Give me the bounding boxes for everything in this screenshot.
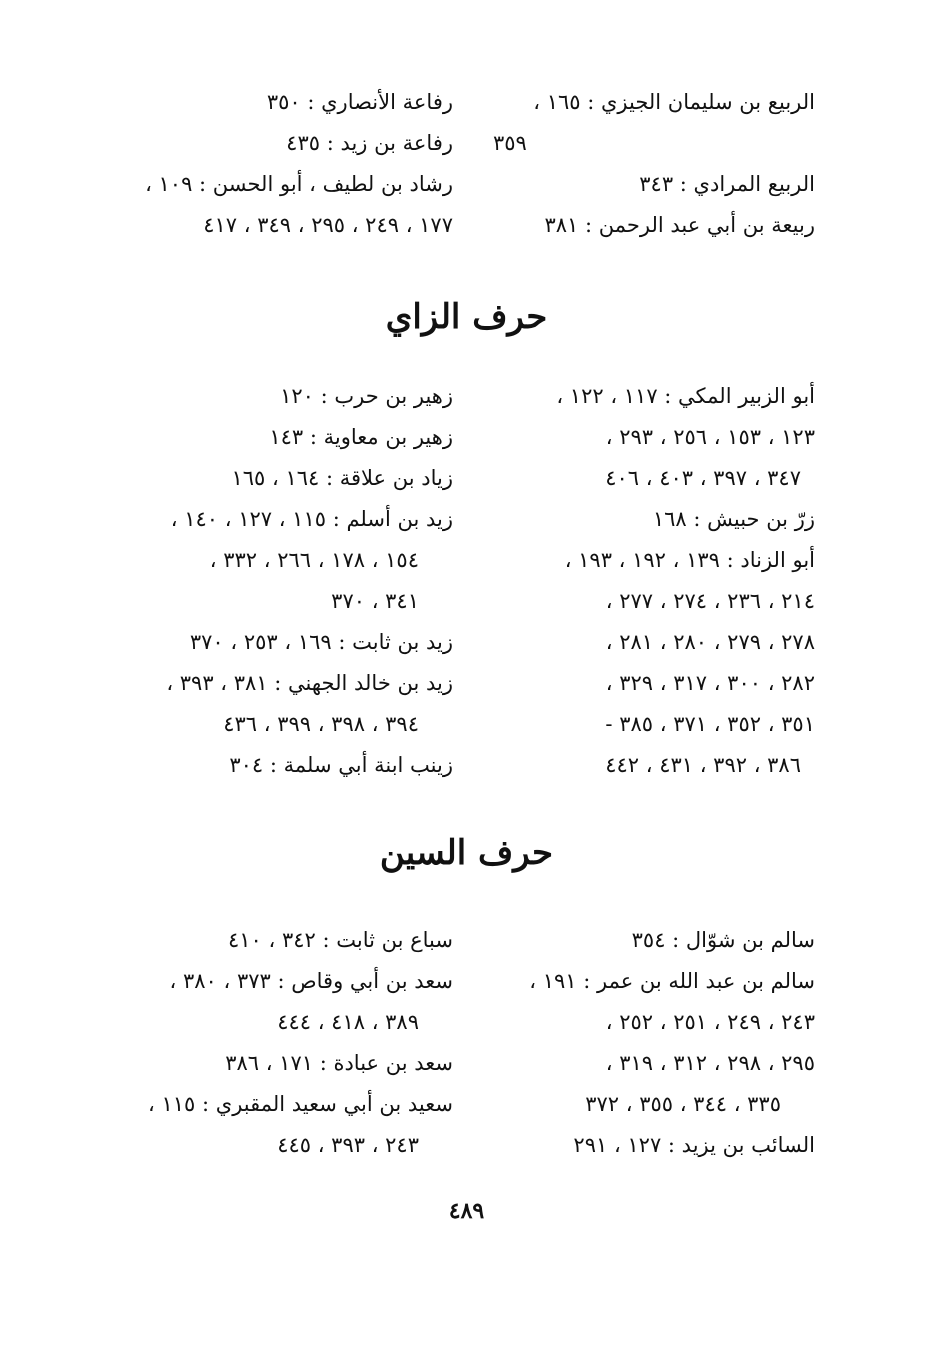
- index-line: ٢٨٢ ، ٣٠٠ ، ٣١٧ ، ٣٢٩ ،: [605, 671, 815, 695]
- right-column: [485, 376, 815, 786]
- index-line: ٣٣٥ ، ٣٤٤ ، ٣٥٥ ، ٣٧٢: [585, 1092, 781, 1116]
- index-line: زياد بن علاقة : ١٦٤ ، ١٦٥: [231, 466, 453, 490]
- index-line: ٣٥١ ، ٣٥٢ ، ٣٧١ ، ٣٨٥ -: [605, 712, 815, 736]
- left-column: [113, 920, 453, 1166]
- index-line: رفاعة الأنصاري : ٣٥٠: [266, 90, 453, 114]
- index-line: أبو الزبير المكي : ١١٧ ، ١٢٢ ،: [556, 384, 815, 408]
- index-line: سالم بن عبد الله بن عمر : ١٩١ ،: [529, 969, 815, 993]
- index-line: ٢٤٣ ، ٣٩٣ ، ٤٤٥: [277, 1133, 419, 1157]
- index-line: سالم بن شوّال : ٣٥٤: [631, 928, 815, 952]
- index-line: ١٧٧ ، ٢٤٩ ، ٢٩٥ ، ٣٤٩ ، ٤١٧: [203, 213, 453, 237]
- index-line: رشاد بن لطيف ، أبو الحسن : ١٠٩ ،: [145, 172, 453, 196]
- index-line: رفاعة بن زيد : ٤٣٥: [286, 131, 453, 155]
- right-column: [485, 920, 815, 1166]
- index-line: سباع بن ثابت : ٣٤٢ ، ٤١٠: [227, 928, 453, 952]
- index-line: زهير بن حرب : ١٢٠: [280, 384, 453, 408]
- index-line: ١٢٣ ، ١٥٣ ، ٢٥٦ ، ٢٩٣ ،: [605, 425, 815, 449]
- index-line: زينب ابنة أبي سلمة : ٣٠٤: [229, 753, 453, 777]
- index-line: زرّ بن حبيش : ١٦٨: [652, 507, 815, 531]
- index-line: ٢٧٨ ، ٢٧٩ ، ٢٨٠ ، ٢٨١ ،: [605, 630, 815, 654]
- index-line: ٣٥٩: [493, 131, 527, 155]
- index-line: السائب بن يزيد : ١٢٧ ، ٢٩١: [573, 1133, 815, 1157]
- index-line: ٣٤١ ، ٣٧٠: [331, 589, 419, 613]
- index-line: ٢٩٥ ، ٢٩٨ ، ٣١٢ ، ٣١٩ ،: [605, 1051, 815, 1075]
- index-line: ٢١٤ ، ٢٣٦ ، ٢٧٤ ، ٢٧٧ ،: [605, 589, 815, 613]
- index-line: ٢٤٣ ، ٢٤٩ ، ٢٥١ ، ٢٥٢ ،: [605, 1010, 815, 1034]
- left-column: [113, 82, 453, 246]
- index-line: زيد بن خالد الجهني : ٣٨١ ، ٣٩٣ ،: [166, 671, 453, 695]
- right-column: [485, 82, 815, 246]
- index-line: سعد بن أبي وقاص : ٣٧٣ ، ٣٨٠ ،: [169, 969, 453, 993]
- section-heading-zay: حرف الزاي: [385, 297, 548, 337]
- index-line: ربيعة بن أبي عبد الرحمن : ٣٨١: [544, 213, 815, 237]
- left-column: [113, 376, 453, 786]
- index-line: ٣٤٧ ، ٣٩٧ ، ٤٠٣ ، ٤٠٦: [605, 466, 801, 490]
- index-line: سعيد بن أبي سعيد المقبري : ١١٥ ،: [148, 1092, 453, 1116]
- index-line: زهير بن معاوية : ١٤٣: [269, 425, 453, 449]
- index-line: ٣٨٩ ، ٤١٨ ، ٤٤٤: [277, 1010, 419, 1034]
- index-line: الربيع المرادي : ٣٤٣: [639, 172, 815, 196]
- index-line: الربيع بن سليمان الجيزي : ١٦٥ ،: [533, 90, 815, 114]
- index-line: زيد بن أسلم : ١١٥ ، ١٢٧ ، ١٤٠ ،: [170, 507, 453, 531]
- index-line: ٣٩٤ ، ٣٩٨ ، ٣٩٩ ، ٤٣٦: [223, 712, 419, 736]
- index-line: ٣٨٦ ، ٣٩٢ ، ٤٣١ ، ٤٤٢: [605, 753, 801, 777]
- index-line: زيد بن ثابت : ١٦٩ ، ٢٥٣ ، ٣٧٠: [189, 630, 453, 654]
- index-line: ١٥٤ ، ١٧٨ ، ٢٦٦ ، ٣٣٢ ،: [209, 548, 419, 572]
- section-heading-sin: حرف السين: [379, 833, 554, 873]
- index-line: سعد بن عبادة : ١٧١ ، ٣٨٦: [225, 1051, 453, 1075]
- index-line: أبو الزناد : ١٣٩ ، ١٩٢ ، ١٩٣ ،: [564, 548, 815, 572]
- page-number: ٤٨٩: [448, 1198, 485, 1224]
